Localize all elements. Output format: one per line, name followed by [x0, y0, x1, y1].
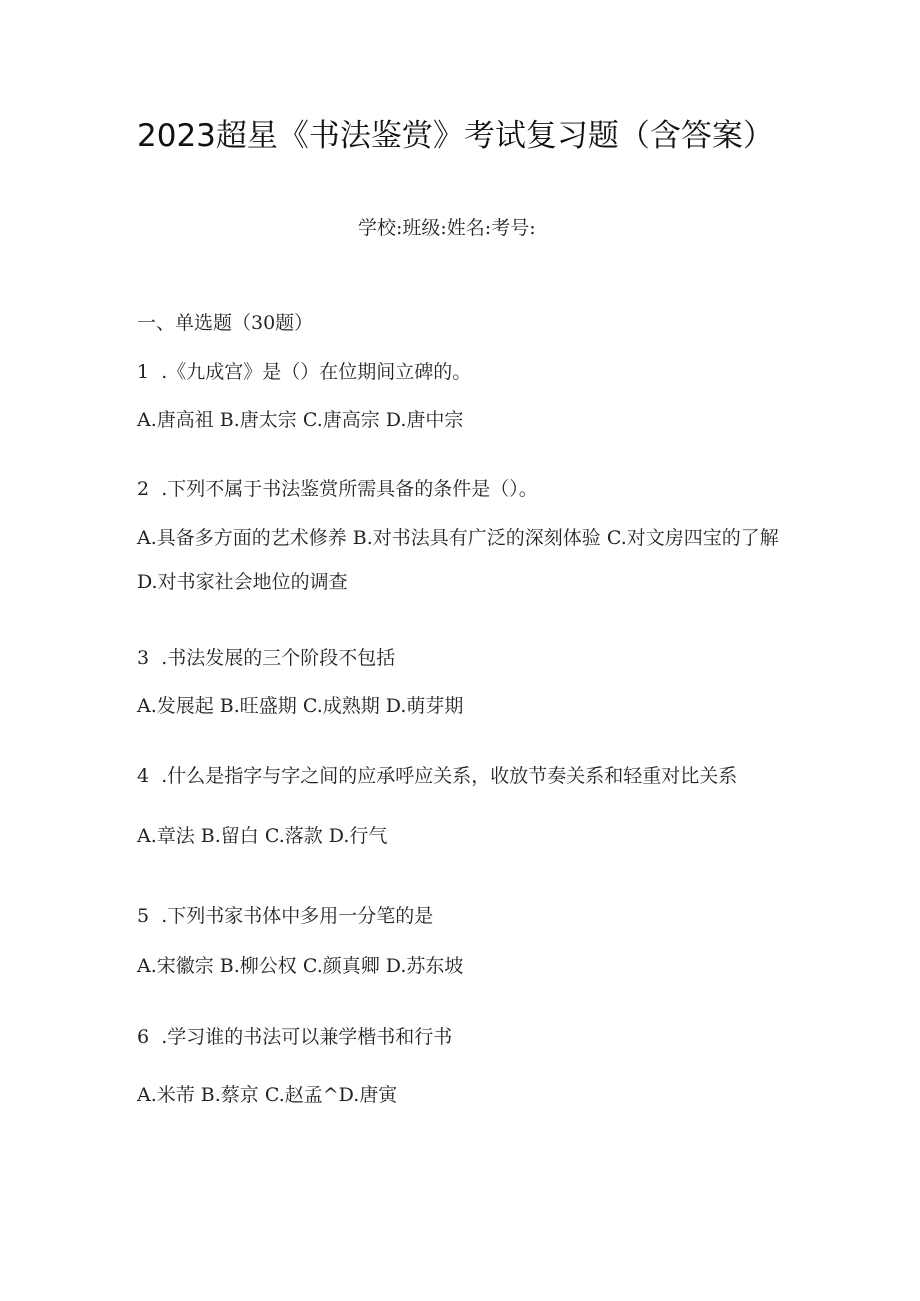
student-info-line: 学校:班级:姓名:考号:	[358, 217, 536, 239]
question-number: 5	[137, 905, 150, 927]
question-1	[137, 358, 787, 386]
question-number: 1	[137, 361, 150, 383]
question-5	[137, 902, 787, 930]
question-text: .下列书家书体中多用一分笔的是	[161, 905, 434, 927]
question-text: .学习谁的书法可以兼学楷书和行书	[161, 1026, 453, 1048]
question-text: .书法发展的三个阶段不包括	[161, 647, 396, 669]
question-text: .什么是指字与字之间的应承呼应关系，收放节奏关系和轻重对比关系	[161, 765, 738, 787]
question-6-options: A.米芾 B.蔡京 C.赵孟^D.唐寅	[137, 1084, 398, 1106]
question-3	[137, 644, 787, 672]
question-6	[137, 1023, 787, 1051]
question-number: 4	[137, 765, 150, 787]
question-number: 3	[137, 647, 150, 669]
question-5-options: A.宋徽宗 B.柳公权 C.颜真卿 D.苏东坡	[137, 955, 464, 977]
question-2-options: A.具备多方面的艺术修养 B.对书法具有广泛的深刻体验 C.对文房四宝的了解 D.对书家社会地位的调查	[137, 527, 779, 593]
question-number: 6	[137, 1026, 150, 1048]
question-4-options: A.章法 B.留白 C.落款 D.行气	[137, 825, 388, 847]
question-2	[137, 475, 787, 503]
question-1-options: A.唐高祖 B.唐太宗 C.唐高宗 D.唐中宗	[137, 409, 464, 431]
question-text: .下列不属于书法鉴赏所需具备的条件是（）。	[161, 478, 538, 500]
question-3-options: A.发展起 B.旺盛期 C.成熟期 D.萌芽期	[137, 695, 464, 717]
document-title: 2023超星《书法鉴赏》考试复习题（含答案）	[137, 118, 774, 154]
question-text: .《九成宫》是（）在位期间立碑的。	[161, 361, 472, 383]
section-heading: 一、单选题（30题）	[137, 312, 314, 334]
question-4	[137, 762, 787, 790]
question-number: 2	[137, 478, 150, 500]
